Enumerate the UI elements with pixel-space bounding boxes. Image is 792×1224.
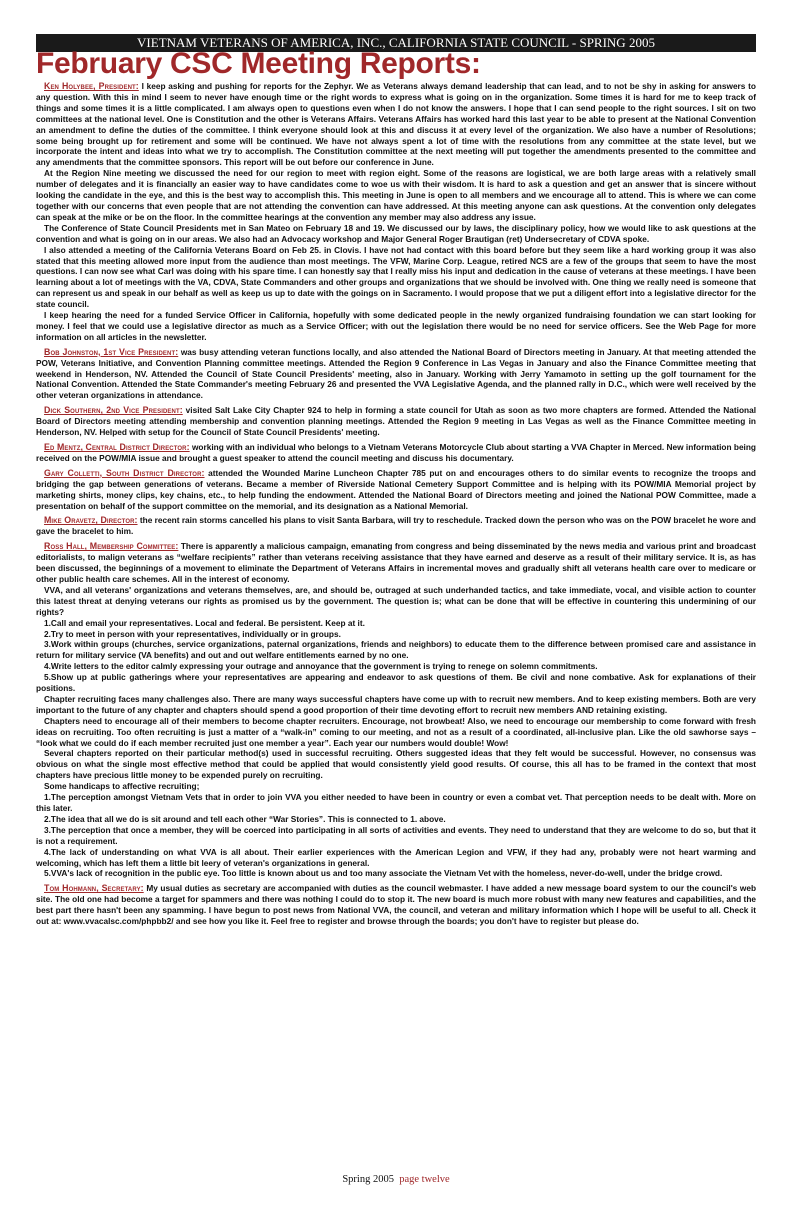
report-paragraph <box>36 618 756 629</box>
report-text: 2.Try to meet in person with your representatives, individually or in groups. <box>44 628 341 639</box>
report-text: I keep asking and pushing for reports for the Zephyr. We as Veterans always demand leadership that can lead, and to not be shy in asking for answers to any question. With this in mind I seem to never have enough time or the right words to express what is going on in the organization. Some times it is hard for me to keep track of things and some times it is a little complicated. I am always open to questions even when I do not know the answers. I hope that I can send people to the right sources. I sit on two committees at the national level. One is Constitution and the other is Veterans Affairs. Veterans Affairs has worked hard this last year to be able to present at the National Convention an amendment to define the duties of the committee. I think everyone should look at this and discuss it at every level of the organization. We also have a number of Resolutions; some being brought up for retirement and some will be continued. We have not always spent a lot of time with the resolutions from any committee at the state level, but we incorporate the intent and ideas into what we try to accomplish. The Constitution committee at the next meeting will put together the amendments presented to the committee and any amendments that the committee sponsors. This report will be out before our conference in June. <box>36 81 756 168</box>
report-paragraph <box>36 868 756 879</box>
report-paragraph <box>36 814 756 825</box>
reporter-name: Ed Mentz, Central District Director: <box>44 442 190 452</box>
report-text: was busy attending veteran functions locally, and also attended the National Board of Directors meeting in January. At that meeting attended the POW, Veterans Initiative, and Convention Planning committee meetings. Attended the Region 9 Conference in Las Vegas in January and also the Finance Committee meeting that weekend in Henderson, NV. Attended the Council of State Council Presidents' meeting, also in January. Working with Jerry Yamamoto in setting up the golf tournament for the National Convention. Attended the State Commander's meeting February 26 and presented the VVA Legislative Agenda, and the planned rally in D.C., which were well received by the other veteran organizations in attendance. <box>36 346 756 401</box>
report-paragraph <box>36 639 756 661</box>
report-text: 1.The perception amongst Vietnam Vets that in order to join VVA you either needed to have been in country or even a combat vet. That perception needs to be dealt with. More on this later. <box>36 792 756 813</box>
report-paragraph <box>36 310 756 343</box>
report-text: The Conference of State Council Presidents met in San Mateo on February 18 and 19. We discussed our by laws, the disciplinary policy, how we would like to ask questions at the convention and what is going on in our areas. We also had an Advocacy workshop and Major General Roger Brautigan (ret) Undersecretary of CDVA spoke. <box>36 222 756 244</box>
report-paragraph <box>36 781 756 792</box>
report-lead-paragraph <box>36 468 756 512</box>
report-text: 1.Call and email your representatives. Local and federal. Be persistent. Keep at it. <box>44 617 365 628</box>
report-paragraph <box>36 748 756 781</box>
report-text: 5.Show up at public gatherings where your representatives are appearing and endeavor to ask questions of them. Be civil and none combative. Ask for explanations of their positions. <box>36 672 756 694</box>
report-section <box>36 81 756 343</box>
report-text: 4.Write letters to the editor calmly expressing your outrage and annoyance that the government is trying to renege on solemn commitments. <box>44 661 598 672</box>
reporter-name: Gary Colletti, South District Director: <box>44 467 205 478</box>
report-text: My usual duties as secretary are accompanied with duties as the council webmaster. I have added a new message board system to our the council's web site. The old one had become a target for spammers and there was nothing I could do to stop it. The new board is much more robust with many new features and capabilities, and the best part there hasn't been any spamming. I have begun to post news from National VVA, the council, and veteran and military information which I hope will be useful to all. Check it out at: www.vvacalsc.com/phpbb2/ and see how you like it. Feel free to register and browse through the boards; you don't have to register but please do. <box>36 883 757 927</box>
reporter-name: Dick Southern, 2nd Vice President: <box>44 405 183 416</box>
report-text: 3.Work within groups (churches, service organizations, paternal organizations, friends and neighbors) to educate them to the difference between promised care and assistance in return for military service (VA benefits) and out and out welfare entitlements earned by no one. <box>36 639 756 661</box>
report-paragraph <box>36 825 756 847</box>
report-lead-paragraph <box>36 81 756 168</box>
report-paragraph <box>36 585 756 618</box>
report-text: Chapter recruiting faces many challenges also. There are many ways successful chapters have come up with to recruit new members. And to keep existing members. Both are very important to the future of any chapter and chapters should spend a good proportion of their time devoting effort to recruit new members AND retaining existing. <box>36 693 756 715</box>
page-footer <box>0 1174 792 1185</box>
report-paragraph <box>36 245 756 310</box>
report-lead-paragraph <box>36 883 756 927</box>
report-paragraph <box>36 672 756 694</box>
report-text: 5.VVA's lack of recognition in the public eye. Too little is known about us and too many associate the Vietnam Vet with the homeless, never-do-well, under the bridge crowd. <box>44 868 723 879</box>
report-text: 2.The idea that all we do is sit around and tell each other “War Stories”. This is connected to 1. above. <box>44 813 446 824</box>
footer-season: Spring 2005 <box>342 1174 394 1185</box>
report-text: working with an individual who belongs to a Vietnam Veterans Motorcycle Club about starting a VVA Chapter in Merced. New information being received on the POW/MIA issue and brought a guest speaker to attend the council meeting and discuss his documentary. <box>36 442 756 463</box>
report-lead-paragraph <box>36 442 756 464</box>
reporter-name: Ken Holybee, President: <box>44 81 139 91</box>
report-text: VVA, and all veterans' organizations and veterans themselves, are, and should be, outraged at such underhanded tactics, and take immediate, vocal, and visible action to counter this latest threat at denying veterans our rights as promised us by the government. The question is; what can be done that will be effective in countering this undermining of our rights? <box>36 584 756 617</box>
report-text: I also attended a meeting of the California Veterans Board on Feb 25. in Clovis. I have not had contact with this board before but they seem like a hard working group it was also stated that this meeting allowed more input from the audience than most meetings. The VFW, Marine Corp. League, retired NCS are a few of the groups that seem to have the most questions. I can now see what Carl was doing with his spare time. I can honestly say that I really miss his input and dedication in the cause of veterans at these meetings. I have been learning about a lot of meetings with the VA, CDVA, State Commanders and other groups and organizations that we should be involved with. One thing we really need is someone that can represent us and speak in our behalf as well as keep us up to date with the goings on in Sacramento. I would propose that we put a diligent effort into a legislative director for the state council. <box>36 244 756 310</box>
report-text: attended the Wounded Marine Luncheon Chapter 785 put on and encourages others to do similar events to recognize the troops and bridging the gap between generations of veterans. Became a member of Riverside National Cemetery Support Committee and is helping with its POW/MIA Memorial project by marketing shirts, money clips, key chains, etc., to help funding the endowment. Attended the National Board of Directors meeting and joined the National POW Committee, made a presentation on behalf of the support committee on the memorial, and its designation as a National Memorial. <box>36 467 757 511</box>
report-text: Some handicaps to affective recruiting; <box>44 781 200 792</box>
report-section <box>36 541 756 879</box>
report-text: 4.The lack of understanding on what VVA is all about. Their earlier experiences with the American Legion and VFW, if they had any, probably were not heart warming and welcoming, which has left them a little bit leery of veteran's organizations in general. <box>36 846 756 868</box>
report-section <box>36 515 756 537</box>
report-text: visited Salt Lake City Chapter 924 to help in forming a state council for Utah as soon as two more chapters are formed. Attended the National Board of Directors meeting attending membership and convention planning meetings. Attended the Region 9 meeting in Las Vegas as well as the Finance Committee meeting in Henderson, NV. Helped with setup for the Council of State Council Presidents' meeting. <box>36 405 757 438</box>
report-text: the recent rain storms cancelled his plans to visit Santa Barbara, will try to reschedule. Tracked down the person who was on the POW bracelet he wore and gave the bracelet to him. <box>36 515 756 537</box>
report-section <box>36 468 756 512</box>
page-title: February CSC Meeting Reports: <box>36 47 481 80</box>
reports-body <box>36 81 756 927</box>
report-lead-paragraph <box>36 405 756 438</box>
report-section <box>36 347 756 402</box>
report-text: 3.The perception that once a member, they will be coerced into participating in all sorts of activities and events. They need to understand that they are welcome to do so, but that it is not a requirement. <box>36 824 756 846</box>
reporter-name: Ross Hall, Membership Committee: <box>44 541 179 552</box>
report-text: There is apparently a malicious campaign, emanating from congress and being disseminated by the news media and various print and broadcast editorialists, to malign veterans as “welfare recipients” rather than veterans receiving assistance that they have earned and deserve as a result of their military service. It is, as has been discussed, the beginnings of a movement to eliminate the Department of Veterans Affairs in incremental moves and gradually shift all veterans health care over to medicare or other public health care schemes. All in the interest of economy. <box>36 541 756 584</box>
reporter-name: Bob Johnston, 1st Vice President: <box>44 346 179 357</box>
report-lead-paragraph <box>36 347 756 402</box>
report-paragraph <box>36 661 756 672</box>
report-text: At the Region Nine meeting we discussed the need for our region to meet with region eight. Some of the reasons are logistical, we are both large areas with a relatively small number of delegates and it is financially an easier way to have candidates come to woe us with their wisdom. It is hard to ask a question and get an answer that is sincere without looking the candidate in the eye, and this is the best way to accomplish this. This meeting in June is open to all members and we encourage all to attend. This is where we can come together with our concerns that even people that are not attending the convention can have addressed. At this meeting anyone can ask questions. At the convention only delegates can speak at the mike or be on the floor. In the committee hearings at the convention any member may also address any issue. <box>36 168 756 222</box>
reporter-name: Mike Oravetz, Director: <box>44 515 138 526</box>
report-paragraph <box>36 716 756 749</box>
report-lead-paragraph <box>36 541 756 585</box>
report-paragraph <box>36 792 756 814</box>
report-paragraph <box>36 168 756 223</box>
report-section <box>36 405 756 438</box>
report-text: I keep hearing the need for a funded Service Officer in California, hopefully with some dedicated people in the newly organized fundraising foundation we can start looking for money. I feel that we could use a legislative director as much as a Service Officer; with out the legislation there would be no need for service officers. See the Web Page for more information on all articles in the newsletter. <box>36 310 756 342</box>
report-paragraph <box>36 694 756 716</box>
report-paragraph <box>36 629 756 640</box>
reporter-name: Tom Hohmann, Secretary: <box>44 883 144 894</box>
report-lead-paragraph <box>36 515 756 537</box>
report-paragraph <box>36 847 756 869</box>
report-section <box>36 442 756 464</box>
masthead-banner: VIETNAM VETERANS OF AMERICA, INC., CALIFORNIA STATE COUNCIL - SPRING 2005 <box>36 34 756 52</box>
footer-page-number: page twelve <box>399 1174 450 1185</box>
report-text: Chapters need to encourage all of their members to become chapter recruiters. Encourage, not browbeat! Also, we need to encourage our membership to come forward with fresh ideas on recruiting. Too often recruiting is just a matter of a “walk-in” coming to our meeting, and not as a result of a coordinated, all-inclusive plan. Like the old sawhorse says – “look what we could do if each member recruited just one member a year”. Each year our numbers would double! Wow! <box>36 715 756 748</box>
report-section <box>36 883 756 927</box>
report-text: Several chapters reported on their particular method(s) used in successful recruiting. Others suggested ideas that they felt would be successful. However, no consensus was obvious on what the single most effective method that could be applied that would consistently yield good results. Of course, this all has to be framed in the context that most chapters have precious little money to be expended purely on recruiting. <box>36 748 756 781</box>
report-paragraph <box>36 223 756 245</box>
